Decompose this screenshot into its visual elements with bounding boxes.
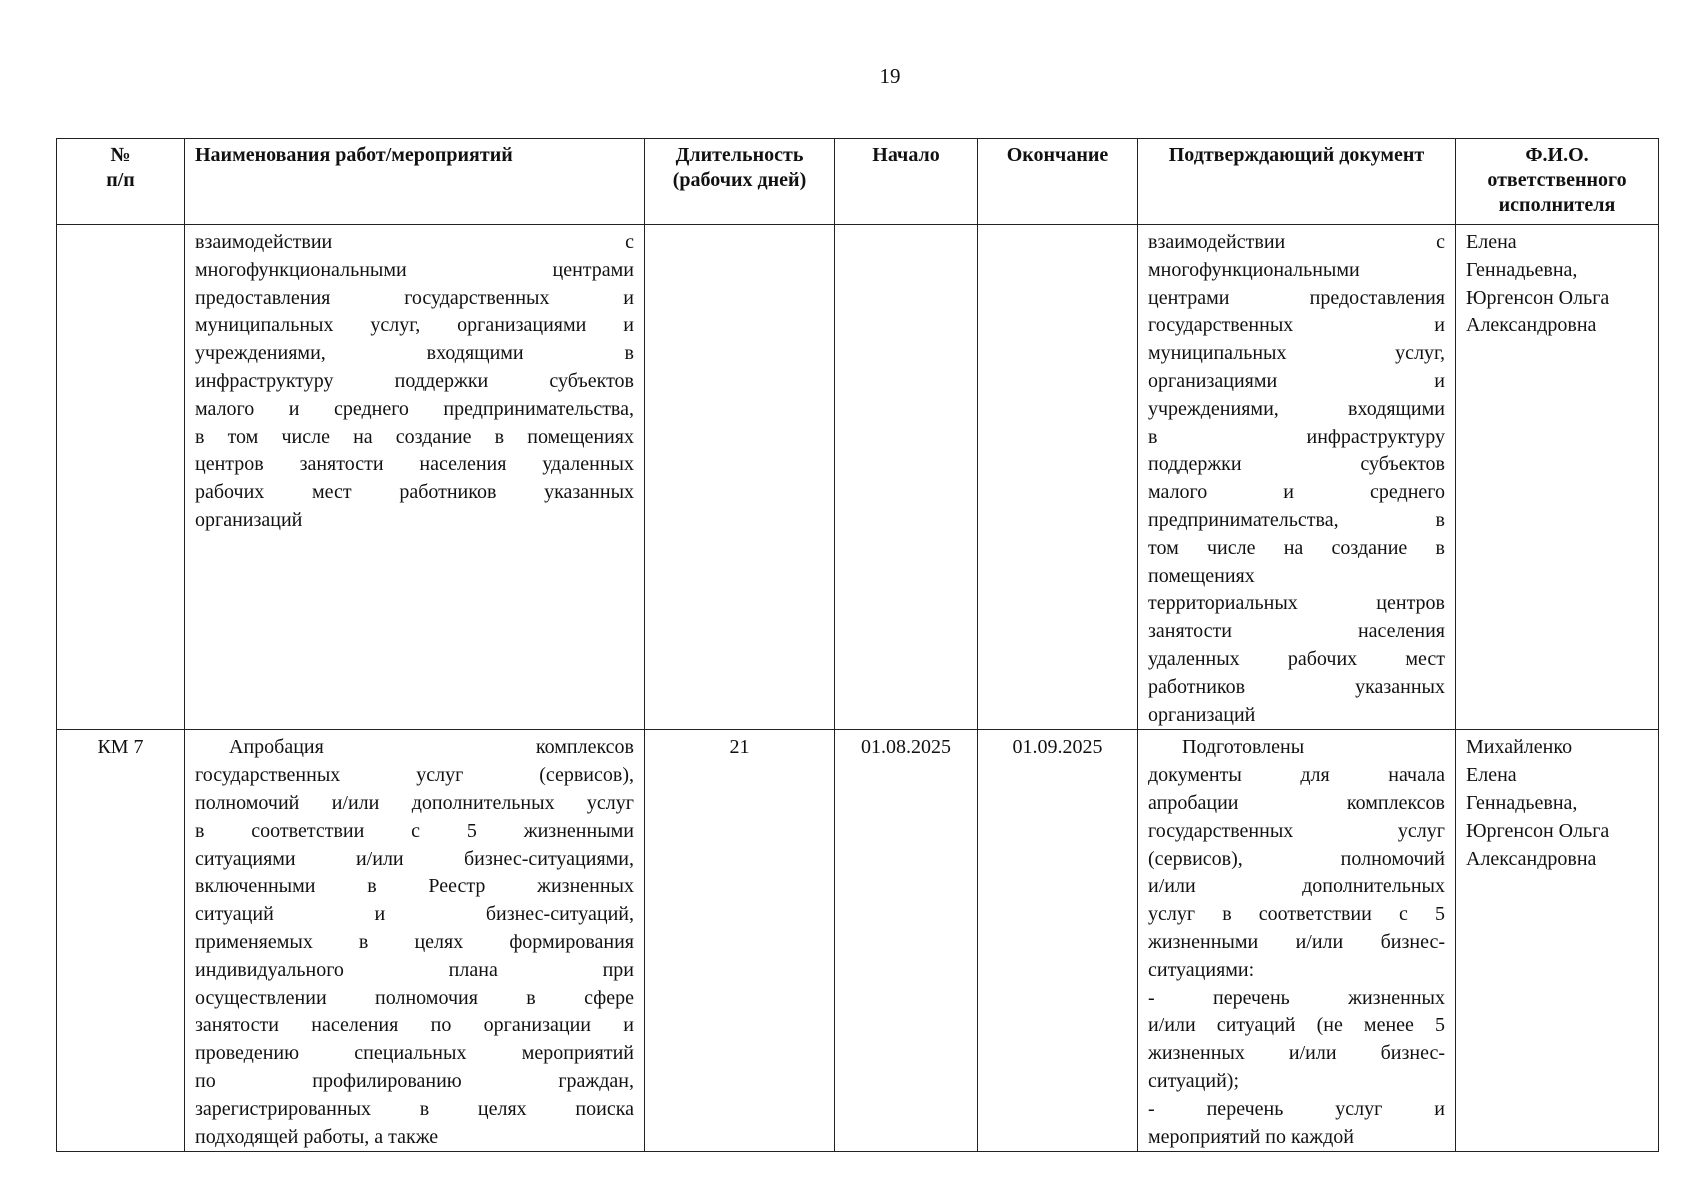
text-line: Апробация комплексов xyxy=(229,736,634,759)
text-line: муниципальных услуг, организациями и xyxy=(195,314,634,337)
text-line: Геннадьевна, xyxy=(1466,791,1578,814)
text-line: в инфраструктуру xyxy=(1148,425,1445,448)
document-lines xyxy=(1148,734,1445,1151)
text-line: центров занятости населения удаленных xyxy=(195,453,634,476)
cell-duration: 21 xyxy=(645,730,835,1152)
text-line: государственных услуг (сервисов), xyxy=(195,764,634,787)
text-line: (сервисов), полномочий xyxy=(1148,847,1445,870)
text-line: в соответствии с 5 жизненными xyxy=(195,819,634,842)
cell-responsible xyxy=(1456,730,1659,1152)
document-lines xyxy=(1148,229,1445,729)
text-line: и/или ситуаций (не менее 5 xyxy=(1148,1014,1445,1037)
text-line: работников указанных xyxy=(1148,675,1445,698)
text-line: организаций xyxy=(1148,703,1256,726)
responsible-lines xyxy=(1466,734,1648,873)
name-lines xyxy=(195,734,634,1151)
responsible-lines xyxy=(1466,229,1648,340)
header-num xyxy=(57,139,185,225)
text-line: взаимодействии с xyxy=(195,231,634,253)
text-line: занятости населения xyxy=(1148,620,1445,643)
text-line: включенными в Реестр жизненных xyxy=(195,875,634,898)
text-line: территориальных центров xyxy=(1148,592,1445,615)
cell-name xyxy=(185,225,645,730)
text-line: ситуаций); xyxy=(1148,1069,1239,1092)
text-line: инфраструктуру поддержки субъектов xyxy=(195,369,634,392)
text-line: - перечень услуг и xyxy=(1148,1097,1445,1120)
text-line: по профилированию граждан, xyxy=(195,1069,634,1092)
text-line: помещениях xyxy=(1148,564,1255,587)
text-line: жизненных и/или бизнес- xyxy=(1148,1042,1445,1065)
text-line: - перечень жизненных xyxy=(1148,986,1445,1009)
text-line: проведению специальных мероприятий xyxy=(195,1042,634,1065)
header-name: Наименования работ/мероприятий xyxy=(185,139,645,225)
text-line: поддержки субъектов xyxy=(1148,453,1445,476)
cell-start xyxy=(835,225,978,730)
text-line: документы для начала xyxy=(1148,764,1445,787)
cell-document xyxy=(1138,225,1456,730)
text-line: Юргенсон Ольга xyxy=(1466,286,1610,309)
cell-document xyxy=(1138,730,1456,1152)
text-line: Михайленко xyxy=(1466,736,1573,759)
text-line: апробации комплексов xyxy=(1148,791,1445,814)
text-line: учреждениями, входящими xyxy=(1148,397,1445,420)
text-line: предпринимательства, в xyxy=(1148,508,1445,531)
table-row xyxy=(57,225,1659,730)
page-number: 19 xyxy=(879,64,901,88)
text-line: жизненными и/или бизнес- xyxy=(1148,930,1445,953)
text-line: предоставления государственных и xyxy=(195,286,634,309)
table-header-row xyxy=(57,139,1659,225)
header-document: Подтверждающий документ xyxy=(1138,139,1456,225)
text-line: многофункциональными центрами xyxy=(195,258,634,281)
text-line: взаимодействии с xyxy=(1148,231,1445,253)
text-line: учреждениями, входящими в xyxy=(195,342,634,365)
text-line: малого и среднего предпринимательства, xyxy=(195,397,634,420)
text-line: том числе на создание в xyxy=(1148,536,1445,559)
text-line: Елена xyxy=(1466,231,1517,253)
cell-start: 01.08.2025 xyxy=(835,730,978,1152)
text-line: Александровна xyxy=(1466,847,1597,870)
text-line: и/или дополнительных xyxy=(1148,875,1445,898)
header-responsible: Ф.И.О. ответственного исполнителя xyxy=(1456,139,1659,225)
text-line: зарегистрированных в целях поиска xyxy=(195,1097,634,1120)
text-line: муниципальных услуг, xyxy=(1148,342,1445,365)
cell-end xyxy=(978,225,1138,730)
text-line: организаций xyxy=(195,508,303,531)
cell-num: КМ 7 xyxy=(57,730,185,1152)
text-line: государственных услуг xyxy=(1148,819,1445,842)
text-line: Подготовлены xyxy=(1182,736,1305,759)
text-line: удаленных рабочих мест xyxy=(1148,647,1445,670)
text-line: государственных и xyxy=(1148,314,1445,337)
text-line: Геннадьевна, xyxy=(1466,258,1578,281)
header-start: Начало xyxy=(835,139,978,225)
text-line: ситуациями и/или бизнес-ситуациями, xyxy=(195,847,634,870)
text-line: Елена xyxy=(1466,764,1517,787)
text-line: многофункциональными xyxy=(1148,258,1360,281)
name-lines xyxy=(195,229,634,535)
text-line: рабочих мест работников указанных xyxy=(195,481,634,504)
cell-responsible xyxy=(1456,225,1659,730)
text-line: в том числе на создание в помещениях xyxy=(195,425,634,448)
text-line: занятости населения по организации и xyxy=(195,1014,634,1037)
header-duration: Длительность (рабочих дней) xyxy=(645,139,835,225)
text-line: подходящей работы, а также xyxy=(195,1125,439,1148)
text-line: Александровна xyxy=(1466,314,1597,337)
table-row xyxy=(57,730,1659,1152)
text-line: центрами предоставления xyxy=(1148,286,1445,309)
header-end: Окончание xyxy=(978,139,1138,225)
cell-end: 01.09.2025 xyxy=(978,730,1138,1152)
text-line: услуг в соответствии с 5 xyxy=(1148,903,1445,926)
text-line: мероприятий по каждой xyxy=(1148,1125,1354,1148)
cell-name xyxy=(185,730,645,1152)
cell-num xyxy=(57,225,185,730)
text-line: применяемых в целях формирования xyxy=(195,930,634,953)
cell-duration xyxy=(645,225,835,730)
work-plan-table xyxy=(56,138,1659,1152)
text-line: ситуаций и бизнес-ситуаций, xyxy=(195,903,634,926)
text-line: индивидуального плана при xyxy=(195,958,634,981)
header-num-label: № п/п xyxy=(106,144,135,191)
text-line: осуществлении полномочия в сфере xyxy=(195,986,634,1009)
text-line: малого и среднего xyxy=(1148,481,1445,504)
text-line: полномочий и/или дополнительных услуг xyxy=(195,791,634,814)
text-line: Юргенсон Ольга xyxy=(1466,819,1610,842)
text-line: ситуациями: xyxy=(1148,958,1255,981)
text-line: организациями и xyxy=(1148,369,1445,392)
